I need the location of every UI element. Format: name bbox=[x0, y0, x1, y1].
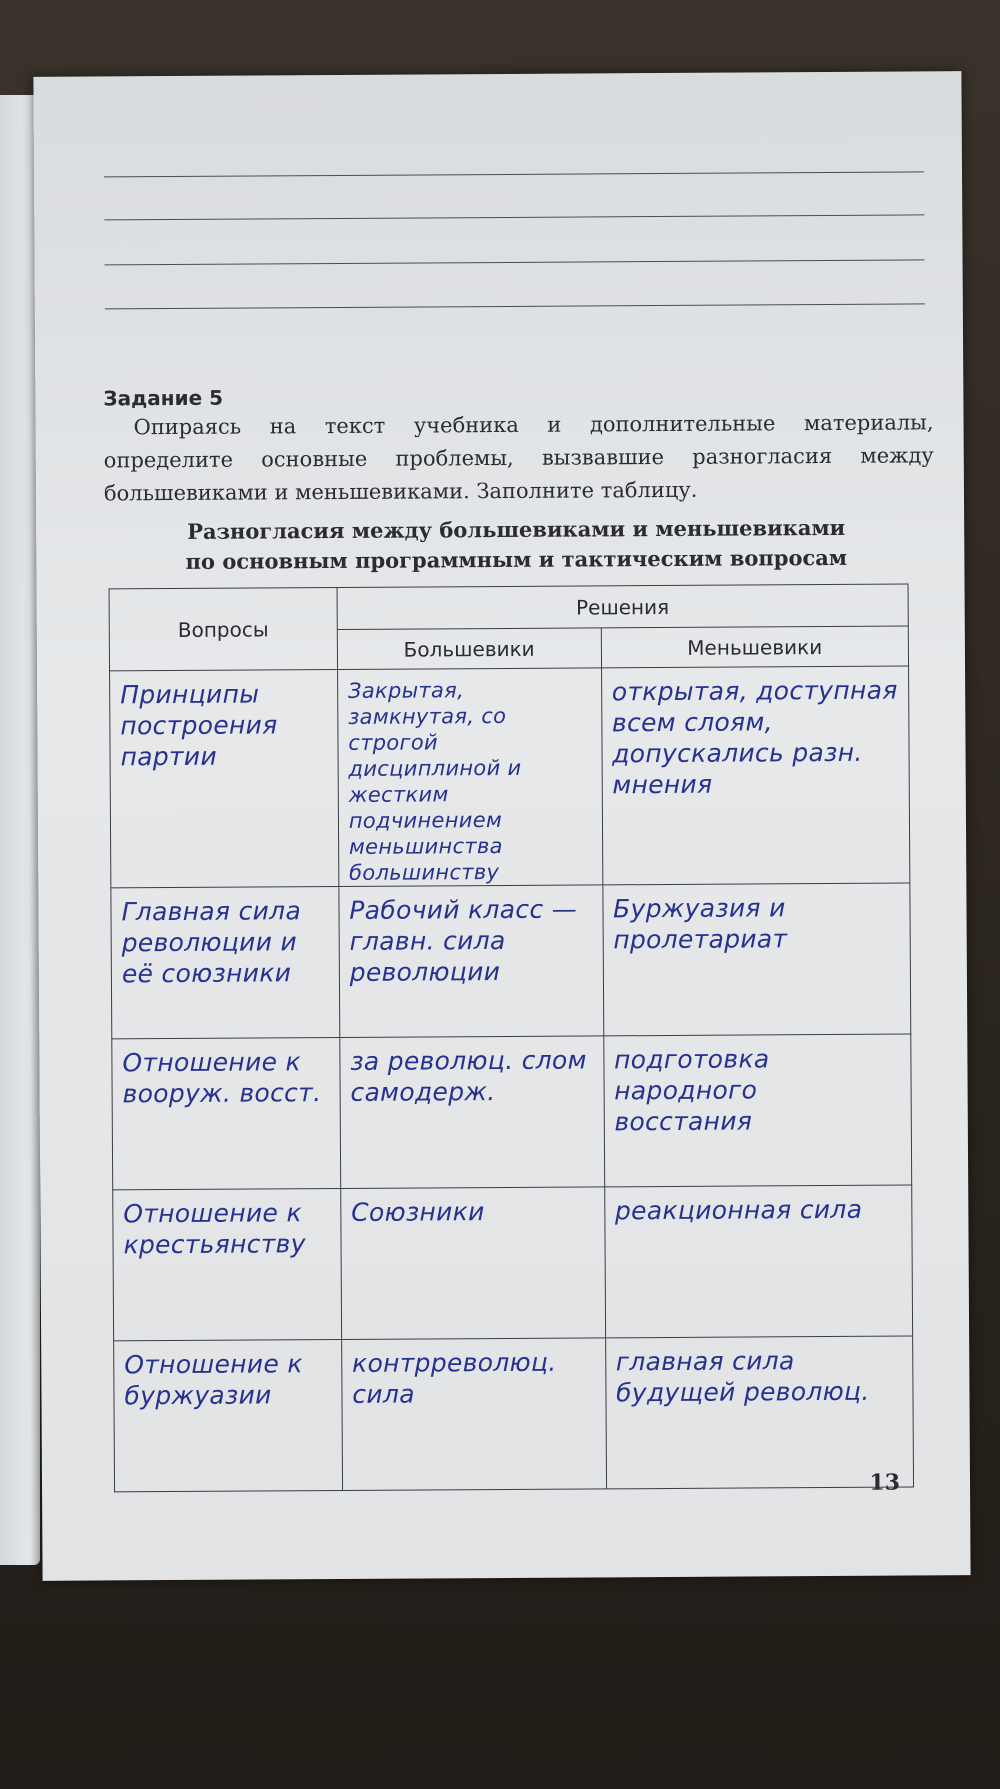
mensheviks-cell bbox=[601, 666, 910, 885]
mensheviks-cell bbox=[602, 883, 910, 1036]
header-decisions: Решения bbox=[337, 584, 908, 629]
mensheviks-cell bbox=[603, 1034, 911, 1187]
task-title: Задание 5 bbox=[103, 385, 224, 411]
bolsheviks-cell bbox=[339, 885, 604, 1038]
page-number: 13 bbox=[869, 1469, 901, 1496]
question-cell bbox=[111, 886, 340, 1038]
bolsheviks-cell bbox=[341, 1338, 606, 1491]
table-title-line-2: по основным программным и тактическим вопросам bbox=[185, 544, 848, 574]
header-mensheviks: Меньшевики bbox=[601, 626, 909, 668]
handwritten-bolsheviks-answer: Рабочий класс — главн. сила революции bbox=[349, 894, 578, 987]
table-title-line-1: Разногласия между большевиками и меньшевиками bbox=[187, 514, 846, 544]
header-bolsheviks: Большевики bbox=[337, 628, 601, 670]
answer-line bbox=[104, 171, 924, 177]
handwritten-mensheviks-answer: Буржуазия и пролетариат bbox=[613, 893, 788, 955]
header-questions: Вопросы bbox=[109, 588, 337, 671]
question-cell bbox=[112, 1037, 341, 1189]
handwritten-bolsheviks-answer: Союзники bbox=[351, 1197, 485, 1227]
handwritten-bolsheviks-answer: Закрытая, замкнутая, со строгой дисциплиной и жестким подчинением меньшинства большинству bbox=[347, 678, 522, 885]
answer-line bbox=[105, 259, 925, 265]
handwritten-question: Отношение к крестьянству bbox=[123, 1198, 306, 1260]
bolsheviks-cell bbox=[341, 1187, 606, 1340]
task-instructions: Опираясь на текст учебника и дополнительные материалы, определите основные проблемы, вызвавшие разногласия между большевиками и меньшевиками. Заполните таблицу. bbox=[103, 410, 934, 506]
table-row bbox=[114, 1336, 914, 1492]
bolsheviks-cell bbox=[340, 1036, 605, 1189]
table-row bbox=[111, 883, 911, 1039]
handwritten-mensheviks-answer: главная сила будущей революц. bbox=[615, 1346, 870, 1408]
table-title bbox=[106, 512, 926, 577]
handwritten-question: Отношение к вооруж. восст. bbox=[122, 1047, 322, 1109]
handwritten-question: Принципы построения партии bbox=[120, 679, 278, 772]
table-row bbox=[110, 666, 910, 888]
question-cell bbox=[113, 1188, 342, 1340]
answer-line bbox=[105, 303, 925, 309]
handwritten-bolsheviks-answer: контрреволюц. сила bbox=[352, 1347, 557, 1409]
handwritten-question: Отношение к буржуазии bbox=[124, 1349, 303, 1411]
answer-line bbox=[104, 214, 924, 220]
handwritten-mensheviks-answer: реакционная сила bbox=[614, 1194, 863, 1226]
handwritten-question: Главная сила революции и её союзники bbox=[121, 896, 302, 989]
handwritten-mensheviks-answer: подготовка народного восстания bbox=[613, 1044, 770, 1137]
mensheviks-cell bbox=[604, 1185, 912, 1338]
table-row bbox=[113, 1185, 913, 1341]
mensheviks-cell bbox=[605, 1336, 913, 1489]
disagreements-table bbox=[109, 584, 915, 1493]
handwritten-mensheviks-answer: открытая, доступная всем слоям, допускались разн. мнения bbox=[611, 675, 898, 800]
question-cell bbox=[110, 670, 339, 888]
handwritten-bolsheviks-answer: за революц. слом самодерж. bbox=[350, 1045, 587, 1107]
workbook-page bbox=[33, 71, 970, 1581]
bolsheviks-cell bbox=[337, 668, 602, 887]
question-cell bbox=[114, 1339, 343, 1491]
table-row bbox=[112, 1034, 912, 1190]
